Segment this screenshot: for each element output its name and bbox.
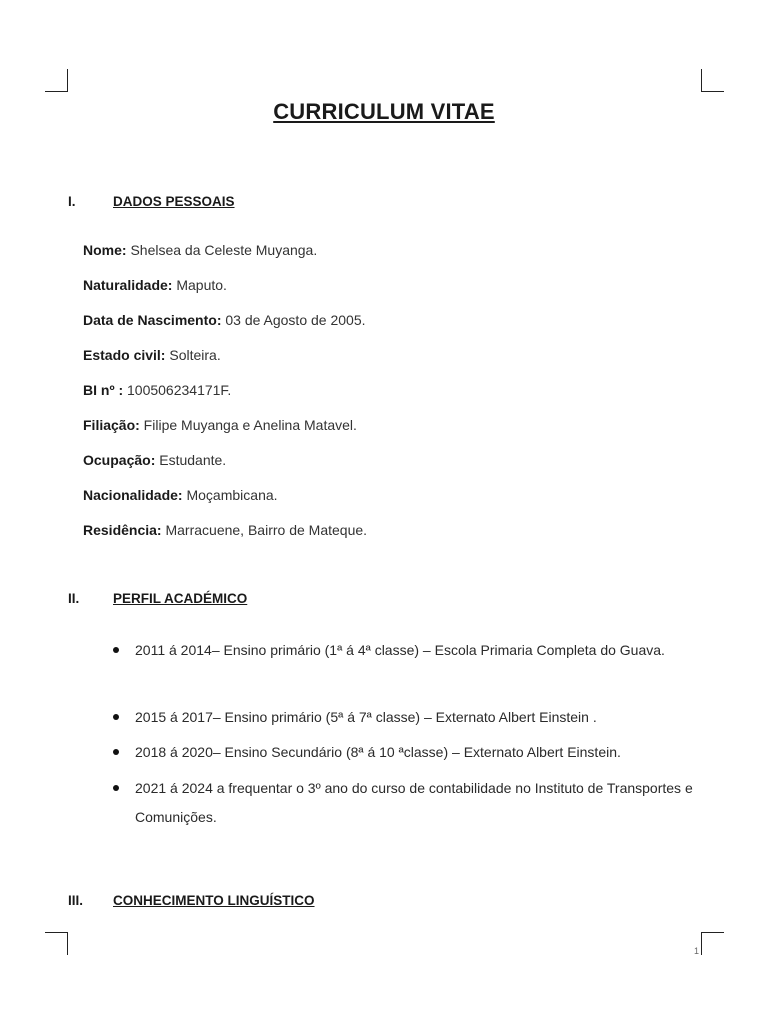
crop-mark-top-right bbox=[701, 69, 724, 92]
field-label: Estado civil: bbox=[83, 347, 166, 363]
field-label: Data de Nascimento: bbox=[83, 312, 222, 328]
field-label: BI nº : bbox=[83, 382, 124, 398]
section-number-1: I. bbox=[68, 194, 76, 209]
field-label: Residência: bbox=[83, 522, 162, 538]
page-number: 1 bbox=[694, 946, 700, 956]
field-birthplace bbox=[83, 277, 227, 293]
field-value: Estudante. bbox=[155, 452, 227, 468]
document-title: CURRICULUM VITAE bbox=[273, 99, 495, 124]
field-label: Nome: bbox=[83, 242, 127, 258]
field-birth-date bbox=[83, 312, 366, 328]
section-number-2: II. bbox=[68, 591, 80, 606]
section-title-academic: PERFIL ACADÉMICO bbox=[113, 591, 248, 606]
bullet-icon bbox=[113, 785, 119, 791]
academic-item: 2011 á 2014– Ensino primário (1ª á 4ª classe) – Escola Primaria Completa do Guava. bbox=[135, 642, 665, 658]
field-value: 100506234171F. bbox=[123, 382, 232, 398]
academic-item: 2018 á 2020– Ensino Secundário (8ª á 10 ªclasse) – Externato Albert Einstein. bbox=[135, 744, 621, 760]
field-value: Shelsea da Celeste Muyanga. bbox=[126, 242, 318, 258]
field-marital-status bbox=[83, 347, 221, 363]
field-residence bbox=[83, 522, 367, 538]
field-id-number bbox=[83, 382, 231, 398]
academic-item: 2021 á 2024 a frequentar o 3º ano do curso de contabilidade no Instituto de Transportes e Comunições. bbox=[135, 780, 693, 825]
field-occupation bbox=[83, 452, 226, 468]
field-label: Naturalidade: bbox=[83, 277, 173, 293]
academic-item: 2015 á 2017– Ensino primário (5ª á 7ª classe) – Externato Albert Einstein . bbox=[135, 709, 597, 725]
field-parents bbox=[83, 417, 357, 433]
field-name bbox=[83, 242, 317, 258]
crop-mark-bottom-right bbox=[701, 932, 724, 955]
field-value: Solteira. bbox=[165, 347, 221, 363]
field-value: Filipe Muyanga e Anelina Matavel. bbox=[139, 417, 357, 433]
field-value: Marracuene, Bairro de Mateque. bbox=[161, 522, 368, 538]
crop-mark-top-left bbox=[45, 69, 68, 92]
section-title-personal: DADOS PESSOAIS bbox=[113, 194, 235, 209]
field-label: Nacionalidade: bbox=[83, 487, 183, 503]
field-label: Filiação: bbox=[83, 417, 140, 433]
field-value: Maputo. bbox=[172, 277, 227, 293]
field-value: Moçambicana. bbox=[182, 487, 278, 503]
crop-mark-bottom-left bbox=[45, 932, 68, 955]
bullet-icon bbox=[113, 749, 119, 755]
section-title-languages: CONHECIMENTO LINGUÍSTICO bbox=[113, 893, 315, 908]
field-nationality bbox=[83, 487, 278, 503]
field-label: Ocupação: bbox=[83, 452, 156, 468]
bullet-icon bbox=[113, 714, 119, 720]
section-number-3: III. bbox=[68, 893, 84, 908]
bullet-icon bbox=[113, 647, 119, 653]
field-value: 03 de Agosto de 2005. bbox=[221, 312, 366, 328]
